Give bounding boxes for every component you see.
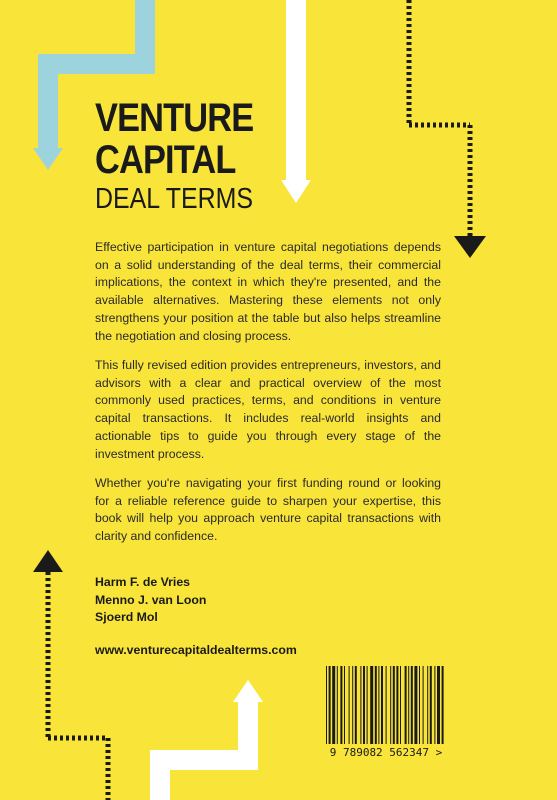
book-title <box>95 97 279 215</box>
barcode-icon <box>324 666 448 746</box>
title-line-2: CAPITAL <box>95 138 236 182</box>
title-line-1: VENTURE <box>95 96 254 140</box>
isbn-number: 9 789082 562347 > <box>329 746 443 759</box>
blurb-paragraph-3: Whether you're navigating your first funding round or looking for a reliable reference guide to sharpen your expertise, this book will help you approach venture capital transactions with clarity and confidence. <box>95 476 441 544</box>
blurb-paragraph-1: Effective participation in venture capital negotiations depends on a solid understanding of the deal terms, their commercial implications, the context in which they're presented, and the available alternatives. Mastering these elements not only strengthens your position at the table but also helps streamline the negotiation and closing process. <box>95 240 441 343</box>
blurb-paragraph-2: This fully revised edition provides entrepreneurs, investors, and advisors with a clear and practical overview of the most commonly used practices, terms, and conditions in venture capital transactions. It includes real-world insights and actionable tips to guide you through every stage of the investment process. <box>95 358 441 461</box>
isbn-barcode <box>320 664 452 764</box>
white-up-arrow-icon <box>160 680 263 800</box>
dotted-down-arrow-icon <box>409 0 486 258</box>
white-down-arrow-icon <box>281 0 311 203</box>
title-line-3: DEAL TERMS <box>95 183 253 215</box>
author-list <box>95 574 206 627</box>
website-link[interactable]: www.venturecapitaldealterms.com <box>95 643 297 657</box>
author-name: Sjoerd Mol <box>95 610 158 624</box>
author-name: Menno J. van Loon <box>95 592 207 607</box>
author-name: Harm F. de Vries <box>95 575 191 589</box>
